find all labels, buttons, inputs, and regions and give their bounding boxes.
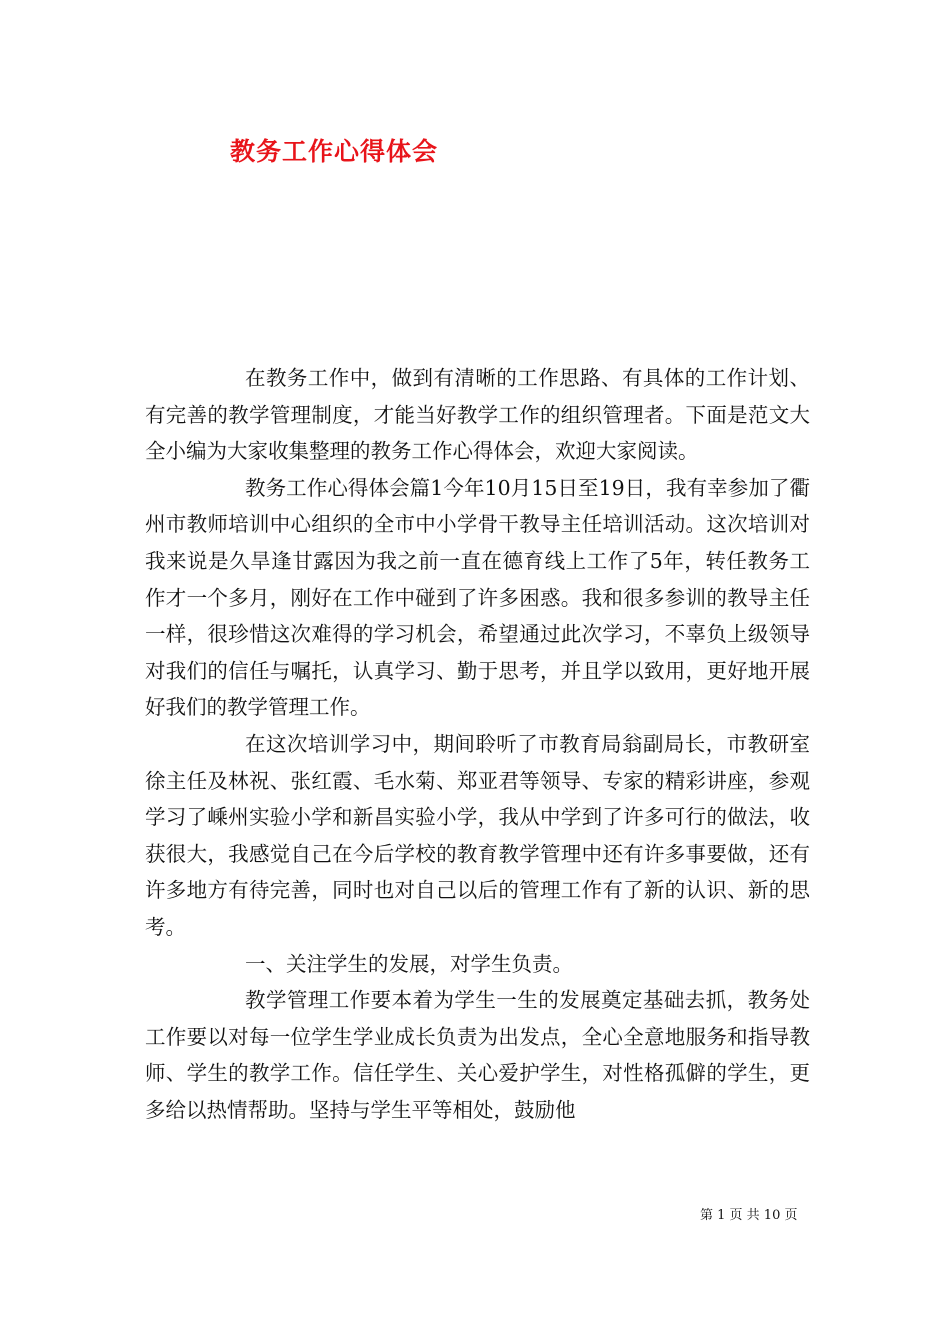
document-body	[145, 360, 810, 1128]
page-number-footer: 第 1 页 共 10 页	[700, 1208, 798, 1223]
paragraph-intro: 在教务工作中，做到有清晰的工作思路、有具体的工作计划、有完善的教学管理制度，才能当好教学工作的组织管理者。下面是范文大全小编为大家收集整理的教务工作心得体会，欢迎大家阅读。	[145, 366, 810, 464]
paragraph-3: 教学管理工作要本着为学生一生的发展奠定基础去抓，教务处工作要以对每一位学生学业成长负责为出发点，全心全意地服务和指导教师、学生的教学工作。信任学生、关心爱护学生，对性格孤僻的学生，更多给以热情帮助。坚持与学生平等相处，鼓励他	[145, 988, 810, 1122]
paragraph-2: 在这次培训学习中，期间聆听了市教育局翁副局长，市教研室徐主任及林祝、张红霞、毛水菊、郑亚君等领导、专家的精彩讲座，参观学习了嵊州实验小学和新昌实验小学，我从中学到了许多可行的做法，收获很大，我感觉自己在今后学校的教育教学管理中还有许多事要做，还有许多地方有待完善，同时也对自己以后的管理工作有了新的认识、新的思考。	[145, 731, 810, 939]
section-heading-1: 一、关注学生的发展，对学生负责。	[245, 951, 573, 976]
paragraph-1: 教务工作心得体会篇1今年10月15日至19日，我有幸参加了衢州市教师培训中心组织的全市中小学骨干教导主任培训活动。这次培训对我来说是久旱逢甘露因为我之前一直在德育线上工作了5年，转任教务工作才一个多月，刚好在工作中碰到了许多困惑。我和很多参训的教导主任一样，很珍惜这次难得的学习机会，希望通过此次学习，不辜负上级领导对我们的信任与嘱托，认真学习、勤于思考，并且学以致用，更好地开展好我们的教学管理工作。	[145, 475, 810, 720]
document-title: 教务工作心得体会	[230, 137, 439, 166]
